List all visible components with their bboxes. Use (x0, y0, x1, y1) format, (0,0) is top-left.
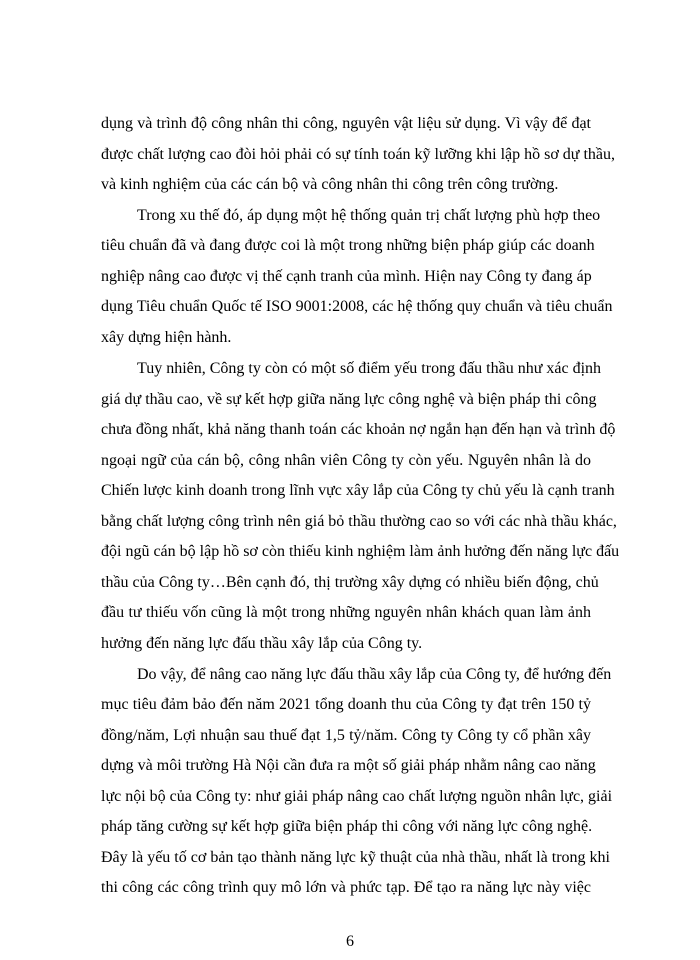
text-line: pháp tăng cường sự kết hợp giữa biện pháp thi công với năng lực công nghệ. (101, 818, 593, 835)
text-line: Chiến lược kinh doanh trong lĩnh vực xây lắp của Công ty chủ yếu là cạnh tranh (101, 482, 615, 499)
text-line: đầu tư thiếu vốn cũng là một trong những nguyên nhân khách quan làm ảnh (101, 604, 591, 621)
text-line: thầu của Công ty…Bên cạnh đó, thị trường xây dựng có nhiều biến động, chủ (101, 574, 599, 591)
text-line: ngoại ngữ của cán bộ, công nhân viên Công ty còn yếu. Nguyên nhân là do (101, 452, 591, 469)
text-line: chưa đồng nhất, khả năng thanh toán các khoản nợ ngắn hạn đến hạn và trình độ (101, 421, 616, 438)
text-line: nghiệp nâng cao được vị thế cạnh tranh của mình. Hiện nay Công ty đang áp (101, 268, 592, 285)
text-line: đồng/năm, Lợi nhuận sau thuế đạt 1,5 tỷ/năm. Công ty Công ty cổ phần xây (101, 727, 591, 744)
text-line: Trong xu thế đó, áp dụng một hệ thống quản trị chất lượng phù hợp theo (137, 207, 601, 224)
text-line: xây dựng hiện hành. (101, 329, 232, 346)
text-line: giá dự thầu cao, về sự kết hợp giữa năng lực công nghệ và biện pháp thi công (101, 391, 597, 408)
text-line: dụng và trình độ công nhân thi công, nguyên vật liệu sử dụng. Vì vậy để đạt (101, 115, 591, 132)
text-line: đội ngũ cán bộ lập hồ sơ còn thiếu kinh nghiệm làm ảnh hưởng đến năng lực đấu (101, 543, 620, 560)
text-line: và kinh nghiệm của các cán bộ và công nhân thi công trên công trường. (101, 176, 559, 193)
text-line: Do vậy, để nâng cao năng lực đấu thầu xây lắp của Công ty, để hướng đến (137, 666, 612, 683)
text-line: hưởng đến năng lực đấu thầu xây lắp của Công ty. (101, 635, 423, 652)
text-line: Tuy nhiên, Công ty còn có một số điểm yếu trong đấu thầu như xác định (137, 360, 602, 377)
text-line: dụng Tiêu chuẩn Quốc tế ISO 9001:2008, các hệ thống quy chuẩn và tiêu chuẩn (101, 298, 613, 315)
text-line: bằng chất lượng công trình nên giá bỏ thầu thường cao so với các nhà thầu khác, (101, 513, 617, 530)
text-line: được chất lượng cao đòi hỏi phải có sự tính toán kỹ lưỡng khi lập hồ sơ dự thầu, (101, 146, 616, 163)
text-line: lực nội bộ của Công ty: như giải pháp nâng cao chất lượng nguồn nhân lực, giải (101, 788, 613, 805)
text-line: mục tiêu đảm bảo đến năm 2021 tổng doanh thu của Công ty đạt trên 150 tỷ (101, 696, 591, 713)
text-line: Đây là yếu tố cơ bản tạo thành năng lực kỹ thuật của nhà thầu, nhất là trong khi (101, 849, 610, 866)
text-line: dựng và môi trường Hà Nội cần đưa ra một số giải pháp nhằm nâng cao năng (101, 757, 596, 774)
text-line: thi công các công trình quy mô lớn và phức tạp. Để tạo ra năng lực này việc (101, 879, 591, 896)
page-number: 6 (346, 933, 354, 950)
text-line: tiêu chuẩn đã và đang được coi là một trong những biện pháp giúp các doanh (101, 237, 595, 254)
